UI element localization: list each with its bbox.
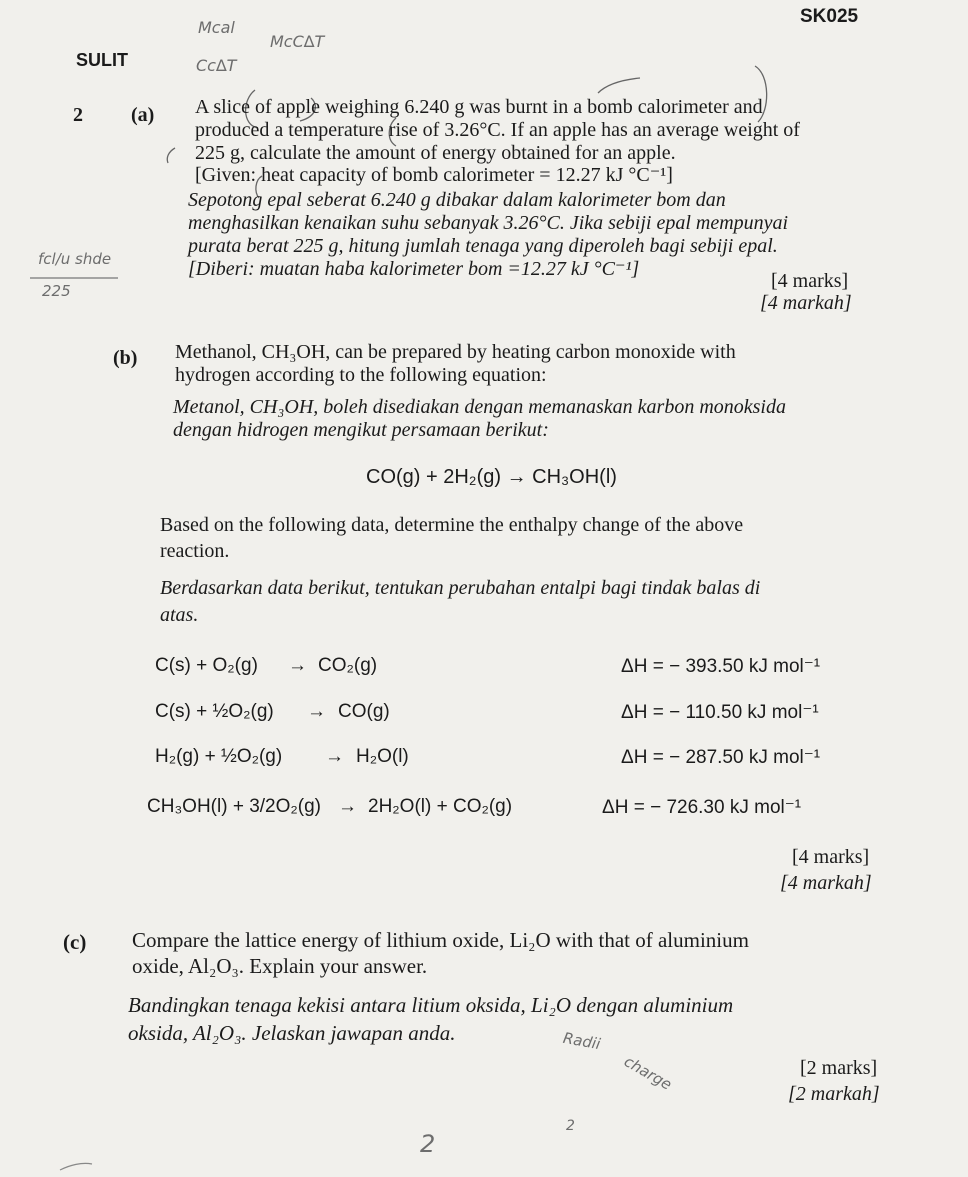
paper-code: SK025	[800, 6, 859, 27]
part-a-english-line2: produced a temperature rise of 3.26°C. If an apple has an average weight of	[195, 119, 800, 141]
handwritten-note-2a: 2	[420, 1130, 436, 1158]
equation-3-lhs: H₂(g) + ½O₂(g)	[155, 746, 283, 767]
part-c-marks-en: [2 marks]	[800, 1057, 878, 1079]
handwritten-note-225: 225	[42, 282, 71, 300]
part-a-marks-en: [4 marks]	[771, 270, 849, 292]
part-c-malay-line2: oksida, Al₂O₃. Jelaskan jawapan anda.	[128, 1021, 456, 1045]
equation-4-enthalpy: ΔH = − 726.30 kJ mol⁻¹	[602, 797, 802, 818]
sulit-label: SULIT	[76, 50, 128, 70]
handwritten-note-mcdt: McC∆T	[270, 32, 325, 51]
part-b-instruction-en-line2: reaction.	[160, 540, 230, 562]
equation-3-rhs: H₂O(l)	[356, 746, 409, 767]
part-c-marks-ms: [2 markah]	[788, 1083, 880, 1105]
part-a-marks-ms: [4 markah]	[760, 292, 852, 314]
equation-4-arrow: →	[338, 796, 357, 817]
equation-1-rhs: CO₂(g)	[318, 655, 378, 676]
part-a-malay-given: [Diberi: muatan haba kalorimeter bom =12.27 kJ °C⁻¹]	[188, 258, 640, 280]
equation-1-arrow: →	[288, 655, 307, 676]
part-b-malay-line1: Metanol, CH₃OH, boleh disediakan dengan memanaskan karbon monoksida	[173, 396, 786, 418]
handwritten-note-radii: Radii	[561, 1028, 602, 1054]
part-b-marks-en: [4 marks]	[792, 846, 870, 868]
part-a-malay-line3: purata berat 225 g, hitung jumlah tenaga yang diperoleh bagi sebiji epal.	[188, 235, 778, 257]
part-b-instruction-ms-line2: atas.	[160, 604, 199, 626]
equation-3-arrow: →	[325, 746, 344, 767]
part-c-malay-line1: Bandingkan tenaga kekisi antara litium oksida, Li₂O dengan aluminium	[128, 993, 734, 1017]
equation-1-lhs: C(s) + O₂(g)	[155, 655, 258, 676]
part-b-instruction-en-line1: Based on the following data, determine the enthalpy change of the above	[160, 514, 744, 536]
handwritten-note-mcal: Mcal	[198, 18, 235, 37]
part-a-english-given: [Given: heat capacity of bomb calorimeter = 12.27 kJ °C⁻¹]	[195, 164, 673, 186]
part-a-english-line3: 225 g, calculate the amount of energy obtained for an apple.	[195, 142, 676, 164]
part-b-instruction-ms-line1: Berdasarkan data berikut, tentukan perubahan entalpi bagi tindak balas di	[160, 577, 761, 599]
handwritten-note-charge: charge	[620, 1052, 675, 1094]
handwritten-note-left: fcl/u shde	[38, 250, 112, 268]
equation-4-lhs: CH₃OH(l) + 3/2O₂(g)	[147, 796, 321, 817]
equation-2-arrow: →	[307, 701, 326, 722]
part-a-english-line1: A slice of apple weighing 6.240 g was burnt in a bomb calorimeter and	[195, 96, 763, 118]
part-a-malay-line2: menghasilkan kenaikan suhu sebanyak 3.26°C. Jika sebiji epal mempunyai	[188, 212, 789, 234]
part-b-malay-line2: dengan hidrogen mengikut persamaan berikut:	[173, 419, 549, 441]
equation-2-rhs: CO(g)	[338, 701, 390, 722]
equation-2-lhs: C(s) + ½O₂(g)	[155, 701, 274, 722]
question-number: 2	[73, 104, 83, 126]
part-c-label: (c)	[63, 930, 87, 954]
handwritten-note-ccdt: Cc∆T	[196, 56, 237, 75]
part-a-label: (a)	[131, 104, 155, 126]
equation-3-enthalpy: ΔH = − 287.50 kJ mol⁻¹	[621, 747, 821, 768]
part-b-english-line2: hydrogen according to the following equation:	[175, 364, 547, 386]
part-c-english-line1: Compare the lattice energy of lithium oxide, Li₂O with that of aluminium	[132, 928, 749, 952]
equation-2-enthalpy: ΔH = − 110.50 kJ mol⁻¹	[621, 702, 819, 723]
part-c-english-line2: oxide, Al₂O₃. Explain your answer.	[132, 954, 428, 978]
equation-1-enthalpy: ΔH = − 393.50 kJ mol⁻¹	[621, 656, 821, 677]
part-b-english-line1: Methanol, CH₃OH, can be prepared by heating carbon monoxide with	[175, 341, 736, 363]
handwritten-note-2b: 2	[566, 1118, 575, 1134]
part-a-malay-line1: Sepotong epal seberat 6.240 g dibakar dalam kalorimeter bom dan	[188, 189, 726, 211]
equation-4-rhs: 2H₂O(l) + CO₂(g)	[368, 796, 513, 817]
part-b-marks-ms: [4 markah]	[780, 872, 872, 894]
main-equation: CO(g) + 2H₂(g) → CH₃OH(l)	[366, 466, 617, 488]
part-b-label: (b)	[113, 347, 138, 369]
